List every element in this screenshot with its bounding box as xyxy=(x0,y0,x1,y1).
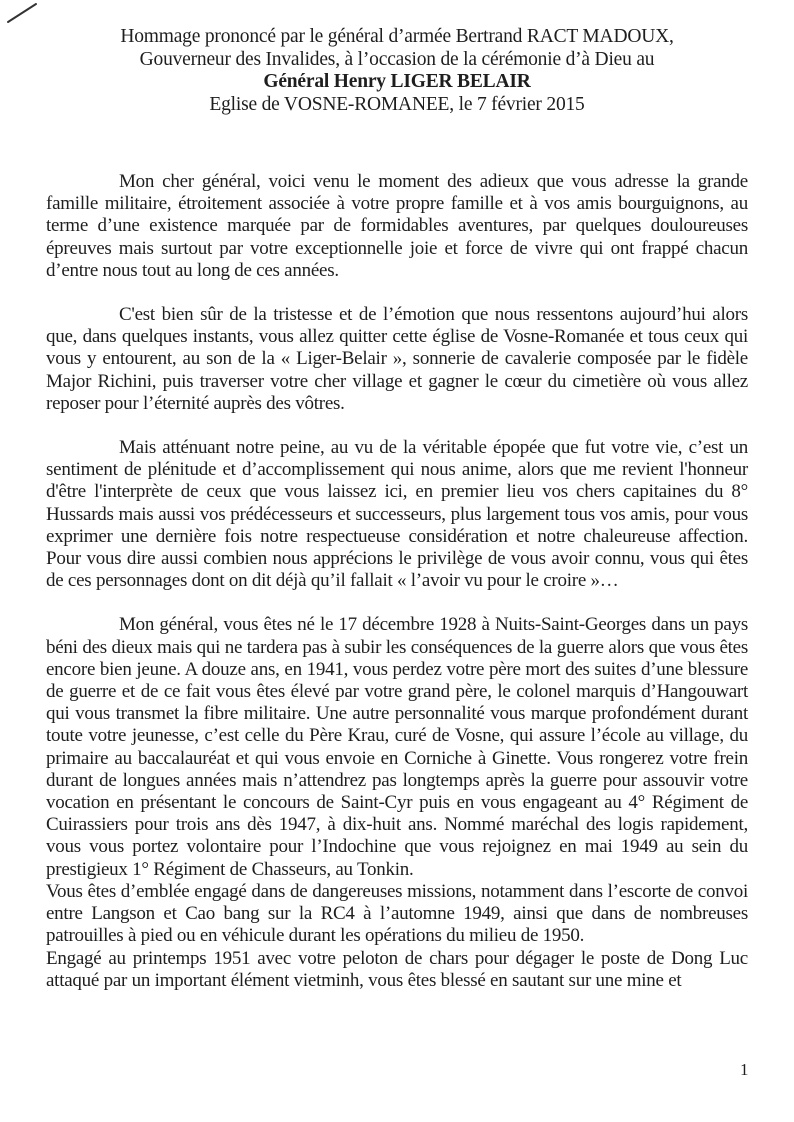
paragraph-fulfillment: Mais atténuant notre peine, au vu de la véritable épopée que fut votre vie, c’est un sentiment de plénitude et d’accomplissement qui nous anime, alors que me revient l'honneur d'être l'interprète de ceux que vous laissez ici, en premier lieu vos chers capitaines du 8° Hussards mais aussi vos prédécesseurs et successeurs, plus largement tous vos amis, pour vous exprimer une dernière fois notre respectueuse considération et notre chaleureuse affection. Pour vous dire aussi combien nous apprécions le privilège de vous avoir connu, vous qui êtes de ces personnages dont on dit déjà qu’il fallait « l’avoir vu pour le croire »… xyxy=(46,437,748,592)
header-line-place-date: Eglise de VOSNE-ROMANEE, le 7 février 2015 xyxy=(209,93,585,115)
pen-stroke-mark xyxy=(6,2,38,24)
paragraph-missions: Vous êtes d’emblée engagé dans de dangereuses missions, notamment dans l’escorte de convoi entre Langson et Cao bang sur la RC4 à l’automne 1949, ainsi que dans de nombreuses patrouilles à pied ou en véhicule durant les opérations du milieu de 1950. xyxy=(46,880,748,947)
paragraph-sadness: C'est bien sûr de la tristesse et de l’émotion que nous ressentons aujourd’hui alors que, dans quelques instants, vous allez quitter cette église de Vosne-Romanée et tous ceux qui vous y entourent, au son de la « Liger-Belair », sonnerie de cavalerie composée par le fidèle Major Richini, puis traverser votre cher village et gagner le cœur du cimetière où vous allez reposer pour l’éternité auprès des vôtres. xyxy=(46,304,748,414)
paragraph-farewell: Mon cher général, voici venu le moment des adieux que vous adresse la grande famille militaire, étroitement associée à votre propre famille et à vos amis bourguignons, au terme d’une existence marquée par de formidables aventures, par quelques douloureuses épreuves mais surtout par votre exceptionnelle joie et force de vivre qui ont frappé chacun d’entre nous tout au long de ces années. xyxy=(46,171,748,281)
header-line-honoree: Général Henry LIGER BELAIR xyxy=(263,71,531,92)
paragraph-biography: Mon général, vous êtes né le 17 décembre 1928 à Nuits-Saint-Georges dans un pays béni des dieux mais qui ne tardera pas à subir les conséquences de la guerre alors que vous êtes encore bien jeune. A douze ans, en 1941, vous perdez votre père mort des suites d’une blessure de guerre et de ce fait vous êtes élevé par votre grand père, le colonel marquis d’Hangouwart qui vous transmet la fibre militaire. Une autre personnalité vous marque profondément durant toute votre jeunesse, c’est celle du Père Krau, curé de Vosne, qui assure l’école au village, du primaire au baccalauréat et qui vous envoie en Corniche à Ginette. Vous rongerez votre frein durant de longues années mais n’attendrez pas longtemps après la guerre pour assouvir votre vocation en présentant le concours de Saint-Cyr puis en vous engageant au 4° Régiment de Cuirassiers pour trois ans dès 1947, à dix-huit ans. Nommé maréchal des logis rapidement, vous vous portez volontaire pour l’Indochine que vous rejoignez en mai 1949 au sein du prestigieux 1° Régiment de Chasseurs, au Tonkin. xyxy=(46,614,748,880)
header-line-occasion: Gouverneur des Invalides, à l’occasion de la cérémonie d’à Dieu au xyxy=(139,48,655,70)
document-header xyxy=(0,26,794,116)
page-number: 1 xyxy=(740,1060,749,1079)
paragraph-dong-luc: Engagé au printemps 1951 avec votre peloton de chars pour dégager le poste de Dong Luc attaqué par un important élément vietminh, vous êtes blessé en sautant sur une mine et xyxy=(46,947,748,991)
header-line-tribute: Hommage prononcé par le général d’armée Bertrand RACT MADOUX, xyxy=(120,26,674,47)
document-body xyxy=(46,171,748,992)
